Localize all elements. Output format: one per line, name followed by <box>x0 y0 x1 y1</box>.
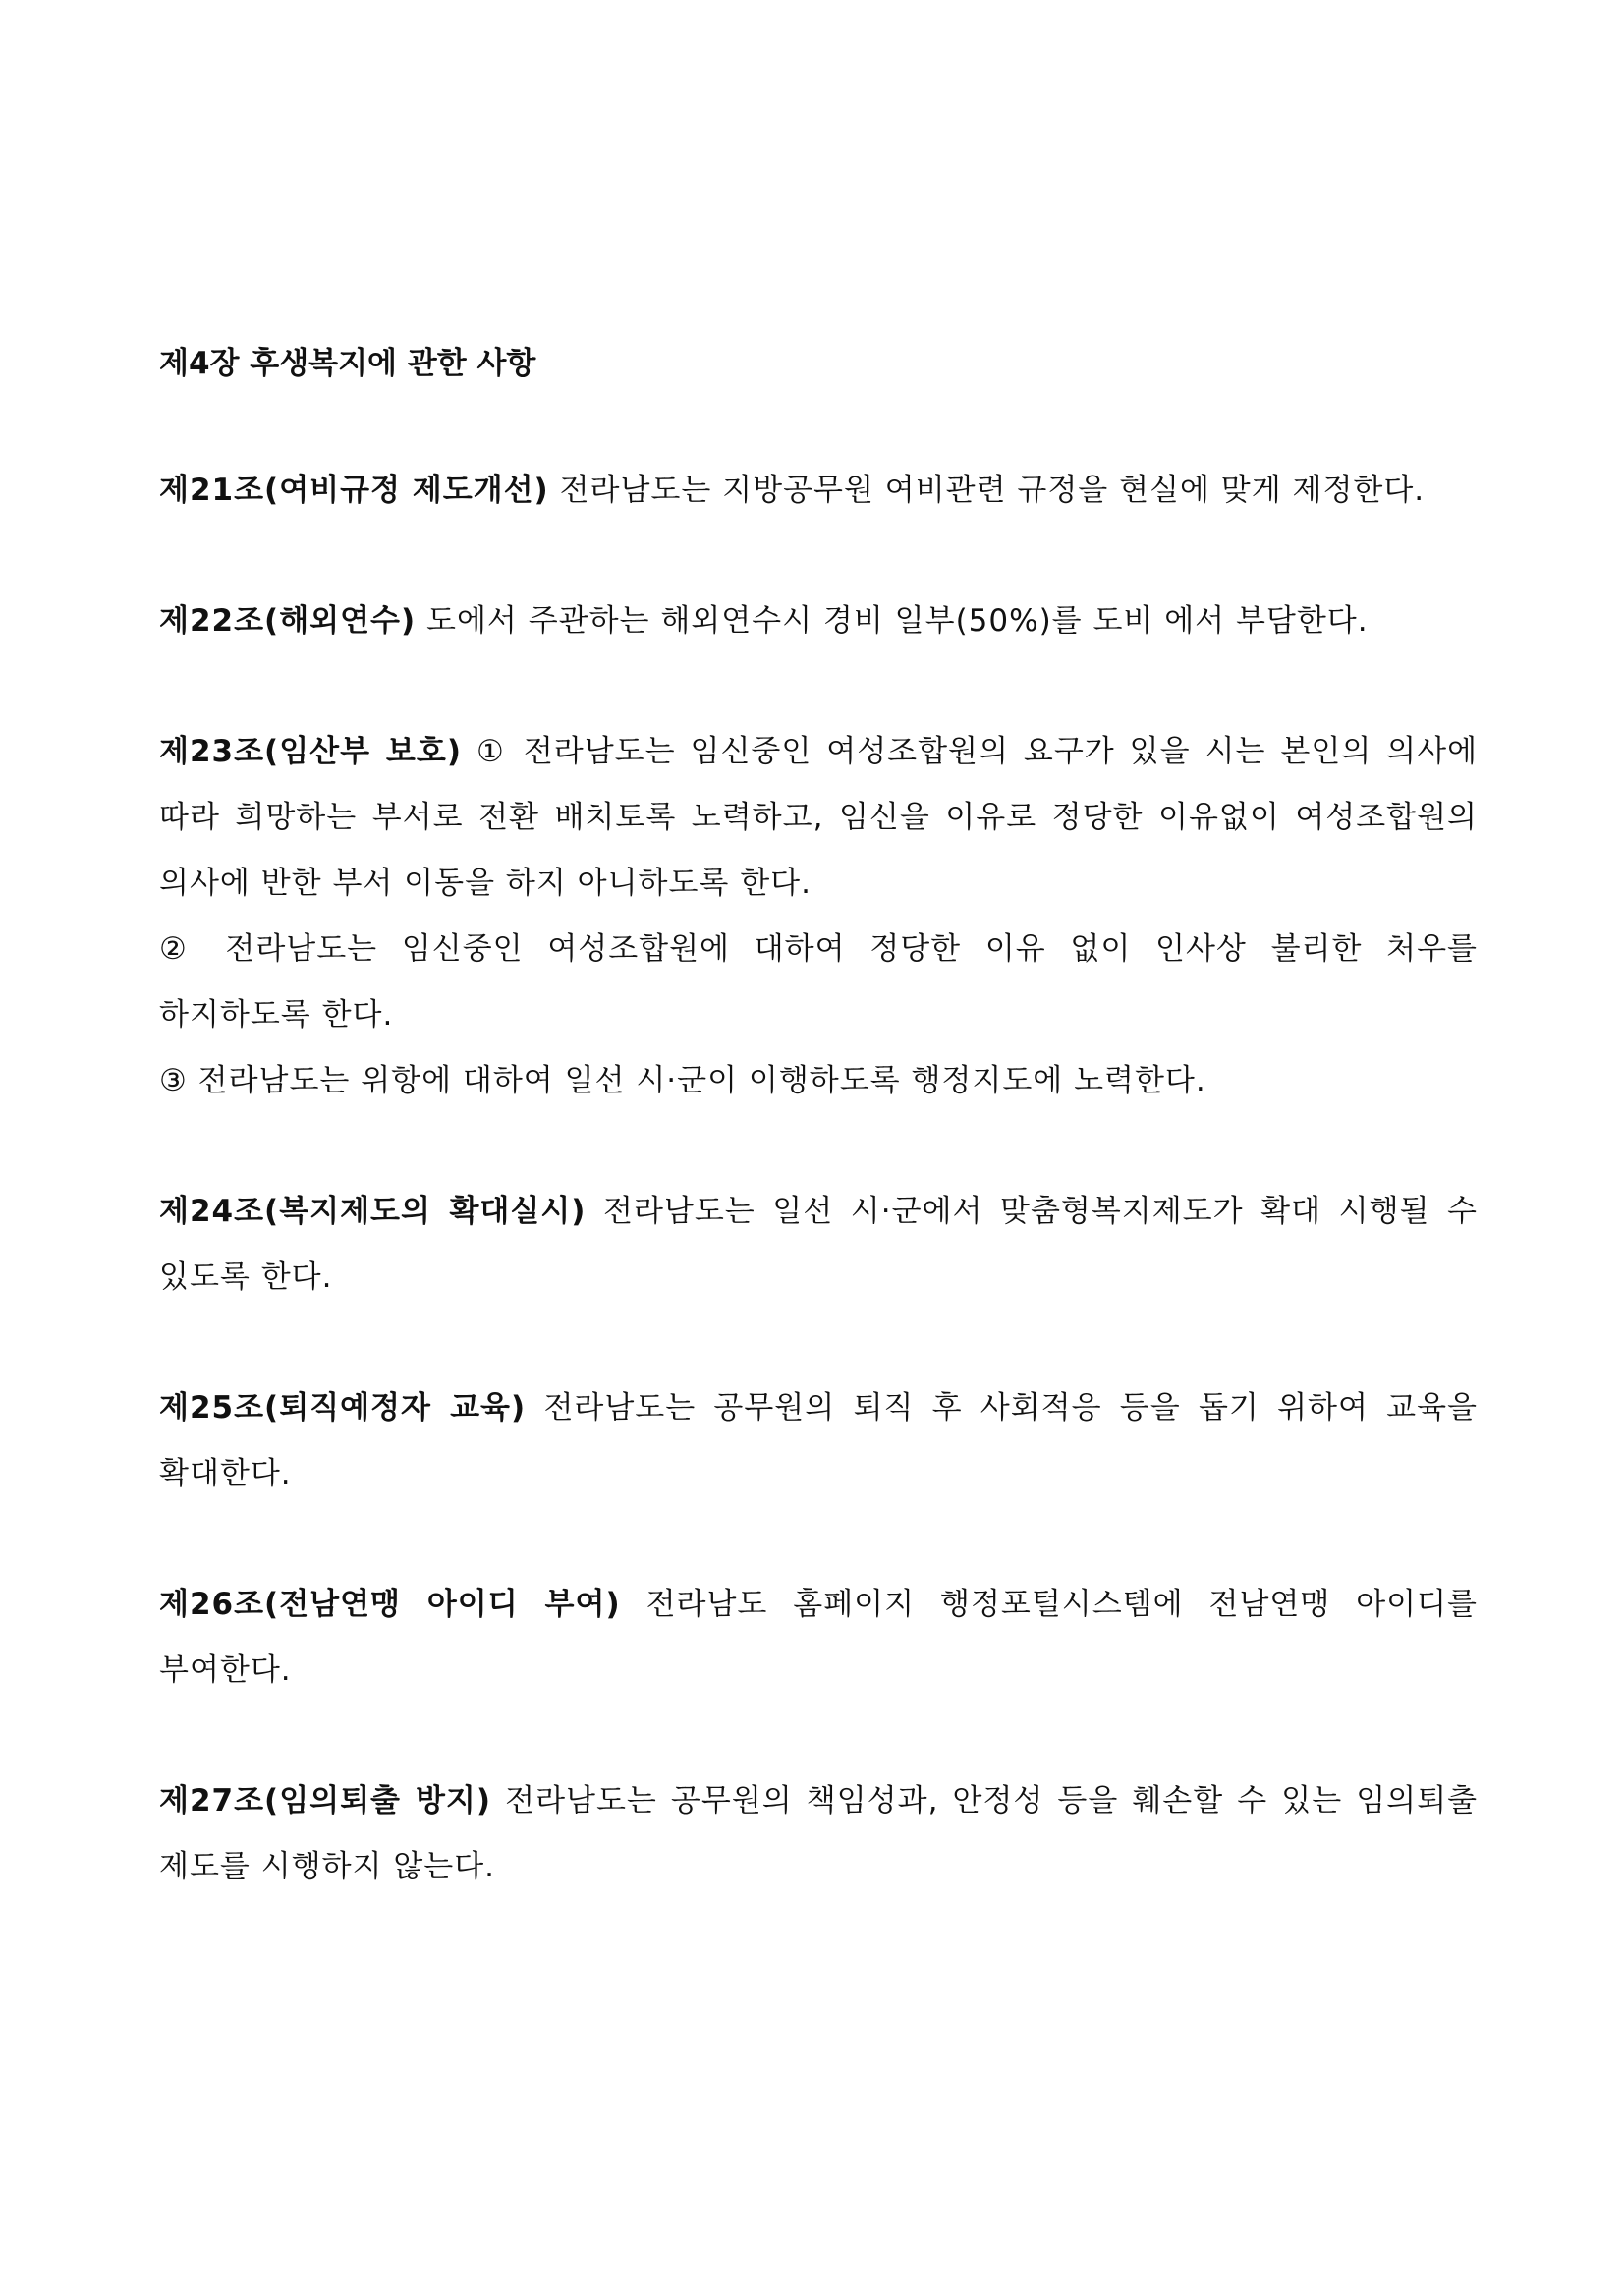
article-26 <box>159 1572 1478 1704</box>
article-22 <box>159 588 1478 654</box>
article-heading: 제24조(복지제도의 확대실시) <box>159 1194 587 1229</box>
article-24 <box>159 1179 1478 1311</box>
article-27 <box>159 1768 1478 1900</box>
article-text: 전라남도는 공무원의 퇴직 후 사회적응 등을 돕기 위하여 교육을 확대한다. <box>159 1390 1479 1491</box>
article-text: 전라남도는 지방공무원 여비관련 규정을 현실에 맞게 제정한다. <box>559 473 1426 508</box>
article-text-clause-2: ② 전라남도는 임신중인 여성조합원에 대하여 정당한 이유 없이 인사상 불리한 처우를 하지하도록 한다. <box>159 931 1478 1033</box>
article-23 <box>159 719 1478 1114</box>
article-text: 전라남도 홈페이지 행정포털시스템에 전남연맹 아이디를 부여한다. <box>159 1587 1478 1688</box>
article-heading: 제25조(퇴직예정자 교육) <box>159 1390 527 1426</box>
article-text: 전라남도는 공무원의 책임성과, 안정성 등을 훼손할 수 있는 임의퇴출 제도를 시행하지 않는다. <box>159 1783 1479 1884</box>
article-25 <box>159 1375 1478 1507</box>
article-heading: 제22조(해외연수) <box>159 603 417 639</box>
article-heading: 제27조(임의퇴출 방지) <box>159 1783 492 1819</box>
article-21 <box>159 458 1478 524</box>
article-text-clause-1: ① 전라남도는 임신중인 여성조합원의 요구가 있을 시는 본인의 의사에 따라 희망하는 부서로 전환 배치토록 노력하고, 임신을 이유로 정당한 이유없이 여성조합원의 의사에 반한 부서 이동을 하지 아니하도록 한다. <box>159 734 1479 901</box>
article-heading: 제26조(전남연맹 아이디 부여) <box>159 1587 621 1622</box>
chapter-title: 제4장 후생복지에 관한 사항 <box>159 346 536 381</box>
article-text-clause-3: ③ 전라남도는 위항에 대하여 일선 시·군이 이행하도록 행정지도에 노력한다. <box>159 1063 1206 1098</box>
document-body <box>159 334 1478 1900</box>
article-heading: 제21조(여비규정 제도개선) <box>159 473 549 508</box>
article-text: 도에서 주관하는 해외연수시 경비 일부(50%)를 도비 에서 부담한다. <box>426 603 1369 639</box>
article-text: 전라남도는 일선 시·군에서 맞춤형복지제도가 확대 시행될 수 있도록 한다. <box>159 1194 1478 1295</box>
article-heading: 제23조(임산부 보호) <box>159 734 462 769</box>
